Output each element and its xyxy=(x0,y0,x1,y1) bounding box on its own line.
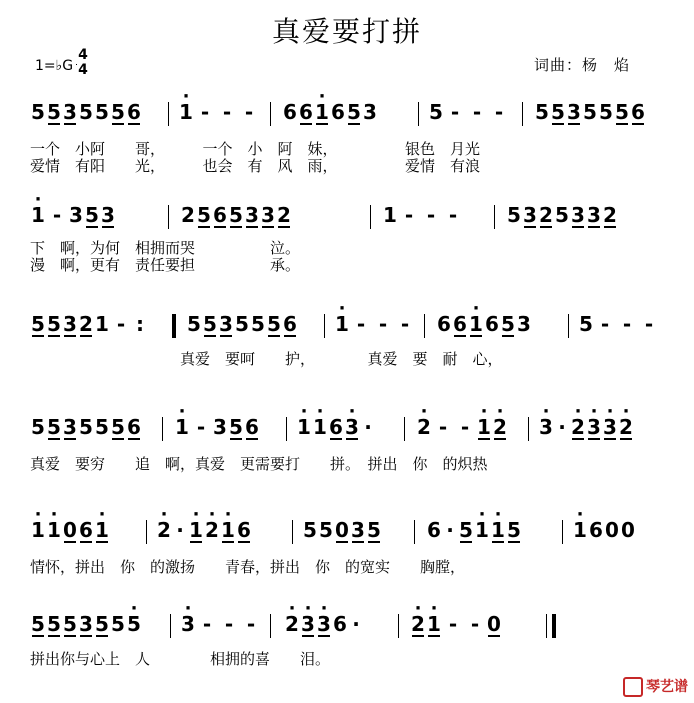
lyric-line: 真爱 要穷 追 啊，真爱 更需要打 拼。 拼出 你 的炽热 xyxy=(30,455,488,473)
lyric-line: 真爱 要呵 护， 真爱 要 耐 心， xyxy=(30,350,503,368)
measure: · 2 · · 1 · 2 · 1 6 xyxy=(156,518,252,542)
measure: 6 · 5 · 1 · 1 5 xyxy=(426,518,522,542)
measure: · 3 · · 2 · 3 · 3 · 2 xyxy=(538,415,634,439)
measure: 5 5 3 5 5 5 6 xyxy=(31,415,141,439)
measure: · 3 - - - xyxy=(180,612,262,636)
measure: · 2 · 3 · 3 6 · xyxy=(284,612,364,636)
measure: 2 5 6 5 3 3 2 xyxy=(181,203,291,227)
measure: 1 - - - xyxy=(383,203,458,227)
measure: 6 6 · 1 6 5 3 xyxy=(282,100,378,124)
measure: · 1 - 3 5 3 xyxy=(30,203,116,227)
measure: 5 5 0 3 5 xyxy=(303,518,381,542)
lyric-line: 下 啊，为何 相拥而哭 泣。 xyxy=(30,239,301,257)
lyric-line: 爱情 有阳 光， 也会 有 风 雨， 爱情 有浪 xyxy=(30,157,481,175)
lyric-line: 拼出你与心上 人 相拥的喜 泪。 xyxy=(30,650,331,668)
measure: 5 5 3 5 5 5 6 xyxy=(31,100,141,124)
measure: 5 5 5 3 5 5 · 5 xyxy=(30,612,142,636)
measure: 5 5 3 5 5 5 6 xyxy=(535,100,645,124)
measure: 5 5 3 5 5 5 6 xyxy=(187,312,297,336)
credits: 词曲：杨 焰 xyxy=(534,56,631,74)
meter-bottom: 4 xyxy=(78,62,88,78)
site-logo: 琴艺谱 xyxy=(623,676,688,697)
measure: · 1 · 1 6 · 3 · xyxy=(296,415,376,439)
lyric-line: 一个 小阿 哥， 一个 小 阿 妹， 银色 月光 xyxy=(30,140,481,158)
song-title: 真爱要打拼 xyxy=(271,15,422,48)
measure: 6 6 · 1 6 5 3 xyxy=(436,312,532,336)
measure: · 1 - - - xyxy=(334,312,416,336)
measure: · 2 · 1 - - 0 xyxy=(410,612,502,636)
measure: 5 5 3 2 1 - : xyxy=(31,312,144,336)
key-signature: 1=♭G xyxy=(35,58,74,74)
measure: · 1 - - - xyxy=(178,100,260,124)
measure: 5 3 2 5 3 3 2 xyxy=(507,203,617,227)
time-signature xyxy=(76,48,90,78)
logo-icon xyxy=(623,677,643,697)
measure: · 2 - - · 1 · 2 xyxy=(416,415,508,439)
measure: 5 - - - xyxy=(579,312,654,336)
measure: · 1 - 3 5 6 xyxy=(174,415,260,439)
measure: · 1 · 1 0 6 · 1 xyxy=(30,518,110,542)
lyric-line: 情怀，拼出 你 的激扬 青春，拼出 你 的宽实 胸膛， xyxy=(30,558,466,576)
measure: · 1 6 0 0 xyxy=(572,518,636,542)
meter-top: 4 xyxy=(78,47,88,63)
lyric-line: 漫 啊，更有 责任要担 承。 xyxy=(30,256,301,274)
measure: 5 - - - xyxy=(429,100,504,124)
